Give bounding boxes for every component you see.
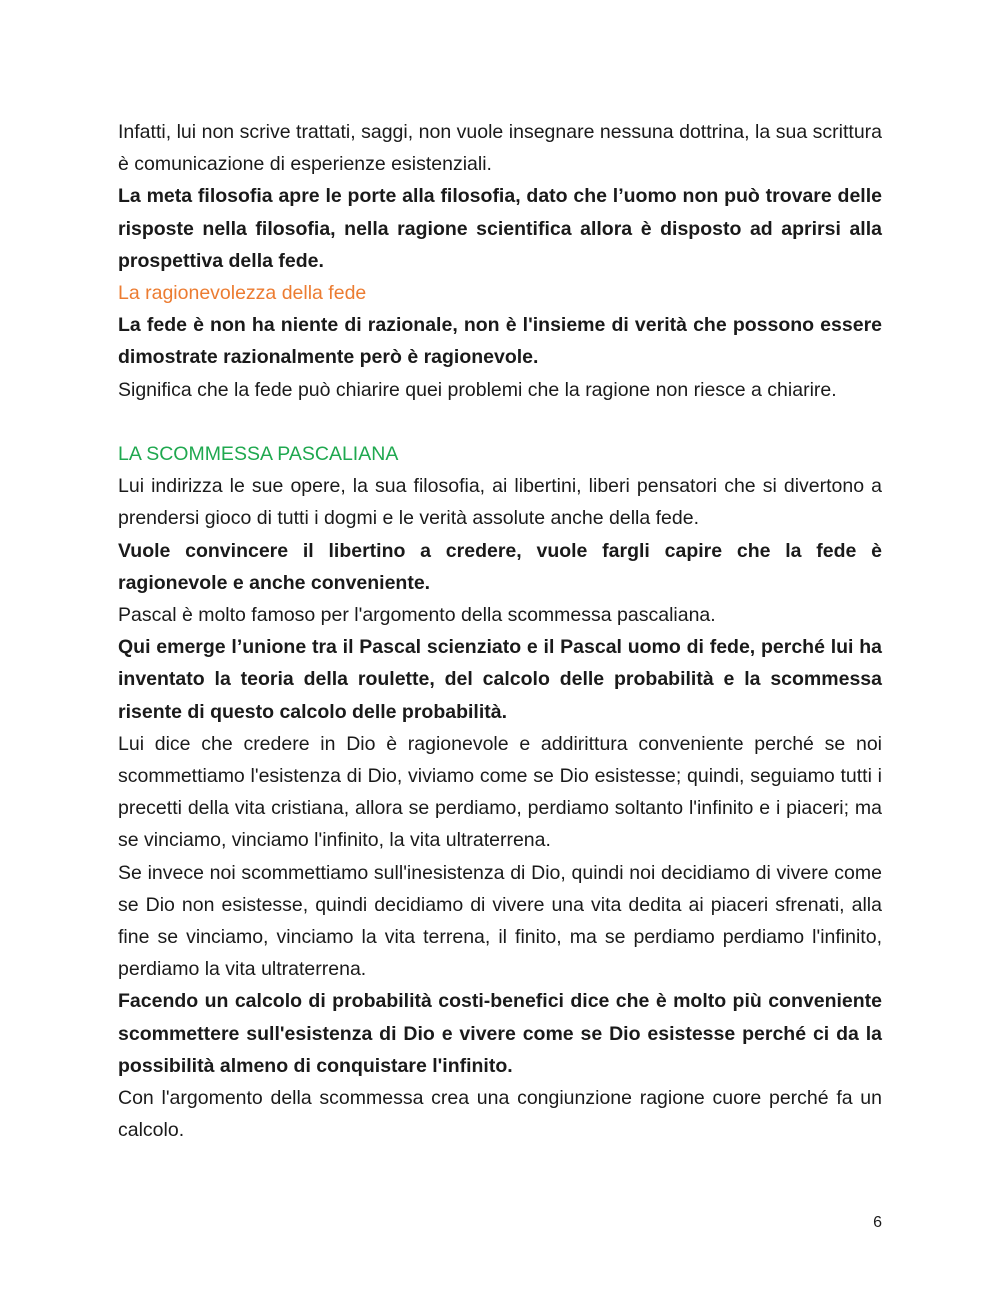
paragraph-libertini: Lui indirizza le sue opere, la sua filosofia, ai libertini, liberi pensatori che si divertono a prendersi gioco di tutti i dogmi e le verità assolute anche della fede. (118, 475, 882, 530)
blank-line (118, 406, 882, 438)
paragraph-significa: Significa che la fede può chiarire quei problemi che la ragione non riesce a chiarire. (118, 378, 837, 401)
paragraph-inesistenza: Se invece noi scommettiamo sull'inesistenza di Dio, quindi noi decidiamo di vivere come se Dio non esistesse, quindi decidiamo di vivere una vita dedita ai piaceri sfrenati, alla fine se vinciamo, vinciamo la vita terrena, il finito, ma se perdiamo perdiamo l'infinito, perdiamo la vita ultraterrena. (118, 861, 882, 981)
paragraph-congiunzione: Con l'argomento della scommessa crea una congiunzione ragione cuore perché fa un calcolo. (118, 1087, 882, 1142)
paragraph-unione: Qui emerge l’unione tra il Pascal scienziato e il Pascal uomo di fede, perché lui ha inventato la teoria della roulette, del calcolo delle probabilità e la scommessa risente di questo calcolo delle probabilità. (118, 636, 882, 723)
paragraph-convincere: Vuole convincere il libertino a credere, vuole fargli capire che la fede è ragionevole e anche conveniente. (118, 539, 882, 594)
paragraph-meta-filosofia: La meta filosofia apre le porte alla filosofia, dato che l’uomo non può trovare delle risposte nella filosofia, nella ragione scientifica allora è disposto ad aprirsi alla prospettiva della fede. (118, 185, 882, 272)
paragraph-fede-razionale: La fede è non ha niente di razionale, non è l'insieme di verità che possono essere dimostrate razionalmente però è ragionevole. (118, 314, 882, 369)
section-heading-scommessa: LA SCOMMESSA PASCALIANA (118, 443, 399, 466)
page-body (118, 116, 882, 1146)
paragraph-credere-dio: Lui dice che credere in Dio è ragionevole e addirittura conveniente perché se noi scommettiamo l'esistenza di Dio, viviamo come se Dio esistesse; quindi, seguiamo tutti i precetti della vita cristiana, allora se perdiamo, perdiamo soltanto l'infinito e i piaceri; ma se vinciamo, vinciamo l'infinito, la vita ultraterrena. (118, 732, 882, 852)
paragraph-pascal-famoso: Pascal è molto famoso per l'argomento della scommessa pascaliana. (118, 604, 716, 627)
paragraph-calcolo: Facendo un calcolo di probabilità costi-benefici dice che è molto più conveniente scommettere sull'esistenza di Dio e vivere come se Dio esistesse perché ci da la possibilità almeno di conquistare l'infinito. (118, 990, 882, 1077)
page-number: 6 (873, 1214, 882, 1231)
section-heading-ragionevolezza: La ragionevolezza della fede (118, 282, 367, 305)
paragraph-intro: Infatti, lui non scrive trattati, saggi, non vuole insegnare nessuna dottrina, la sua scrittura è comunicazione di esperienze esistenziali. (118, 121, 882, 176)
